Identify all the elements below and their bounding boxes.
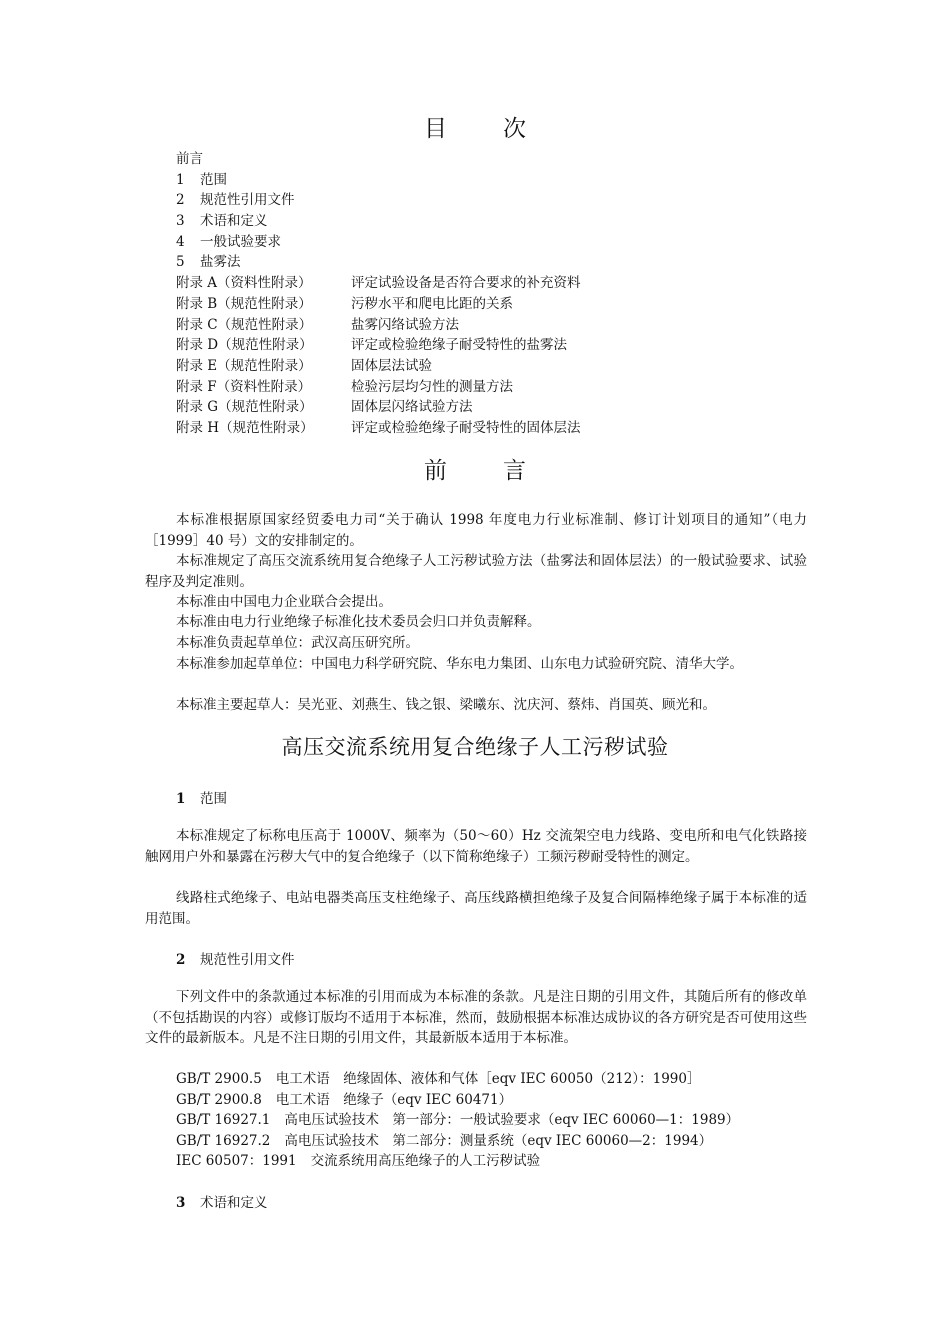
foreword-paragraph: 本标准由电力行业绝缘子标准化技术委员会归口并负责解释。 [176,614,541,630]
section-number: 2 [176,952,186,968]
toc-appendix-title: 检验污层均匀性的测量方法 [351,378,513,395]
toc-item-num: 5 [176,254,185,271]
toc-item-num: 1 [176,171,185,188]
toc-appendix-label: 附录 H（规范性附录） [176,419,314,436]
reference-code: GB/T 2900.5 [176,1071,262,1087]
reference-text: 高电压试验技术 第二部分：测量系统（eqv IEC 60060—2：1994） [284,1132,713,1149]
reference-code: GB/T 16927.1 [176,1112,271,1129]
section-title: 规范性引用文件 [200,952,295,968]
toc-appendix-label: 附录 F（资料性附录） [176,378,312,395]
toc-appendix-item[interactable] [176,356,816,377]
toc-appendix-title: 固体层闪络试验方法 [351,399,473,416]
foreword-paragraph: 本标准主要起草人：吴光亚、刘燕生、钱之银、梁曦东、沈庆河、蔡炜、肖国英、顾光和。 [176,697,716,713]
toc-item-label: 术语和定义 [200,213,268,230]
toc-appendix-title: 评定试验设备是否符合要求的补充资料 [351,275,581,292]
reference-item [176,1090,739,1111]
toc-item[interactable] [176,252,816,273]
toc-item[interactable] [176,170,816,191]
reference-text: 电工术语 绝缘子（eqv IEC 60471） [275,1091,513,1108]
reference-list [176,1069,739,1172]
toc-appendix-item[interactable] [176,315,816,336]
toc-appendix-title: 污秽水平和爬电比距的关系 [351,295,513,312]
toc-appendix-title: 评定或检验绝缘子耐受特性的固体层法 [351,419,581,436]
reference-item [176,1151,739,1172]
toc-appendix-item[interactable] [176,397,816,418]
reference-code: GB/T 16927.2 [176,1132,271,1149]
toc-item-num: 3 [176,213,185,230]
toc-appendix-label: 附录 D（规范性附录） [176,337,313,354]
foreword-heading: 前言 [424,458,582,484]
toc-appendix-item[interactable] [176,335,816,356]
toc-appendix-title: 固体层法试验 [351,357,432,374]
toc-item-label: 盐雾法 [200,254,241,271]
table-of-contents [176,149,816,439]
toc-appendix-item[interactable] [176,377,816,398]
toc-appendix-label: 附录 A（资料性附录） [176,275,312,292]
section-number: 1 [176,791,186,807]
section-number: 3 [176,1195,186,1211]
reference-text: 高电压试验技术 第一部分：一般试验要求（eqv IEC 60060—1：1989） [284,1112,740,1129]
section-heading-terms [176,1191,268,1211]
reference-item [176,1131,739,1152]
section-heading-scope [176,787,227,807]
scope-paragraph: 线路柱式绝缘子、电站电器类高压支柱绝缘子、高压线路横担绝缘子及复合间隔棒绝缘子属于本标准的适用范围。 [145,890,807,927]
toc-appendix-label: 附录 G（规范性附录） [176,399,313,416]
toc-appendix-label: 附录 E（规范性附录） [176,357,312,374]
toc-item-num: 2 [176,192,185,209]
toc-item[interactable] [176,190,816,211]
foreword-paragraph: 本标准由中国电力企业联合会提出。 [176,594,392,610]
toc-heading: 目次 [424,116,582,142]
toc-appendix-title: 盐雾闪络试验方法 [351,316,459,333]
toc-item[interactable] [176,149,816,170]
section-heading-references [176,948,295,968]
reference-code: IEC 60507：1991 [176,1153,297,1170]
toc-item-label: 前言 [176,151,203,167]
toc-appendix-item[interactable] [176,418,816,439]
foreword-paragraph: 本标准参加起草单位：中国电力科学研究院、华东电力集团、山东电力试验研究院、清华大学。 [176,656,743,672]
reference-code: GB/T 2900.8 [176,1091,262,1108]
toc-item-label: 一般试验要求 [200,233,281,250]
section-title: 范围 [200,791,227,807]
scope-paragraph: 本标准规定了标称电压高于 1000V、频率为（50～60）Hz 交流架空电力线路、变电所和电气化铁路接触网用户外和暴露在污秽大气中的复合绝缘子（以下简称绝缘子）工频污秽耐受特性的测定。 [145,828,807,865]
toc-item-num: 4 [176,233,185,250]
reference-text: 电工术语 绝缘固体、液体和气体［eqv IEC 60050（212）：1990］ [275,1071,701,1087]
toc-appendix-item[interactable] [176,294,816,315]
toc-appendix-item[interactable] [176,273,816,294]
reference-item [176,1110,739,1131]
references-intro: 下列文件中的条款通过本标准的引用而成为本标准的条款。凡是注日期的引用文件，其随后所有的修改单（不包括勘误的内容）或修订版均不适用于本标准，然而，鼓励根据本标准达成协议的各方研究是否可使用这些文件的最新版本。凡是不注日期的引用文件，其最新版本适用于本标准。 [145,989,807,1047]
toc-appendix-label: 附录 C（规范性附录） [176,316,313,333]
reference-text: 交流系统用高压绝缘子的人工污秽试验 [310,1153,541,1170]
toc-item[interactable] [176,232,816,253]
toc-appendix-label: 附录 B（规范性附录） [176,295,312,312]
toc-item-label: 规范性引用文件 [200,192,295,209]
foreword-paragraph: 本标准根据原国家经贸委电力司“关于确认 1998 年度电力行业标准制、修订计划项目的通知”（电力［1999］40 号）文的安排制定的。 [145,512,807,549]
foreword-paragraph: 本标准负责起草单位：武汉高压研究所。 [176,635,419,651]
toc-appendix-title: 评定或检验绝缘子耐受特性的盐雾法 [351,337,567,354]
section-title: 术语和定义 [200,1195,268,1211]
toc-item[interactable] [176,211,816,232]
document-title: 高压交流系统用复合绝缘子人工污秽试验 [281,735,669,759]
toc-item-label: 范围 [200,171,227,188]
reference-item [176,1069,739,1090]
foreword-paragraph: 本标准规定了高压交流系统用复合绝缘子人工污秽试验方法（盐雾法和固体层法）的一般试验要求、试验程序及判定准则。 [145,553,807,590]
